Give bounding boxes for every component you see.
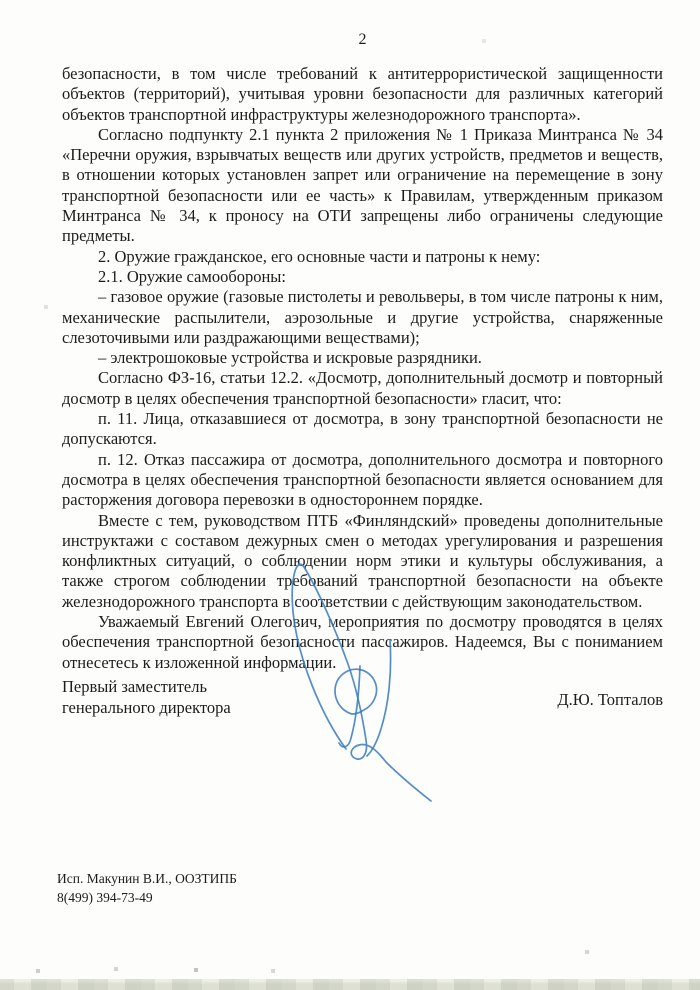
body-paragraph: п. 12. Отказ пассажира от досмотра, дополнительного досмотра и повторного досмотра в целях обеспечения транспортной безопасности является основанием для расторжения договора перевозки в одностороннем порядке. [62,449,663,510]
executor-footer [57,870,237,907]
closing-block [62,676,663,718]
body-paragraph: – электрошоковые устройства и искровые разрядники. [98,348,482,368]
signer-title [62,676,231,718]
letter-body [62,64,663,673]
body-paragraph: Согласно ФЗ-16, статьи 12.2. «Досмотр, дополнительный досмотр и повторный досмотр в целях обеспечения транспортной безопасности» гласит, что: [62,368,663,408]
body-paragraph: 2.1. Оружие самообороны: [98,266,286,286]
signer-title-line2: генерального директора [62,698,231,717]
body-paragraph: Согласно подпункту 2.1 пункта 2 приложения № 1 Приказа Минтранса № 34 «Перечни оружия, взрывчатых веществ или других устройств, предметов и веществ, в отношении которых установлен запрет или ограничение на перемещение в зону транспортной безопасности или ее часть» к Правилам, утвержденным приказом Минтранса № 34, к проносу на ОТИ запрещены либо ограничены следующие предметы. [62,124,663,246]
body-paragraph: Вместе с тем, руководством ПТБ «Финляндский» проведены дополнительные инструктажи с составом дежурных смен о методах урегулирования и разрешения конфликтных ситуаций, о соблюдении норм этики и культуры обслуживания, а также строгом соблюдении требований транспортной безопасности на объекте железнодорожного транспорта в соответствии с действующим законодательством. [62,510,663,611]
page-number: 2 [358,31,367,48]
signer-name: Д.Ю. Топталов [557,690,663,709]
body-paragraph: безопасности, в том числе требований к антитеррористической защищенности объектов (территорий), учитывая уровни безопасности для различных категорий объектов транспортной инфраструктуры железнодорожного транспорта». [62,64,663,124]
body-paragraph: 2. Оружие гражданское, его основные части и патроны к нему: [98,246,541,266]
scan-speck-artifacts [0,0,2,2]
body-paragraph: Уважаемый Евгений Олегович, мероприятия по досмотру проводятся в целях обеспечения транспортной безопасности пассажиров. Надеемся, Вы с пониманием отнесетесь к изложенной информации. [62,612,663,672]
executor-name: Исп. Макунин В.И., ООЗТИПБ [57,871,237,886]
body-paragraph: п. 11. Лица, отказавшиеся от досмотра, в зону транспортной безопасности не допускаются. [62,409,663,449]
signer-title-line1: Первый заместитель [62,677,207,696]
scan-edge-artifact [0,979,700,990]
body-paragraph: – газовое оружие (газовые пистолеты и револьверы, в том числе патроны к ним, механические распылители, аэрозольные и другие устройства, снаряженные слезоточивыми или раздражающими веществами); [62,287,663,347]
executor-phone: 8(499) 394-73-49 [57,889,153,905]
